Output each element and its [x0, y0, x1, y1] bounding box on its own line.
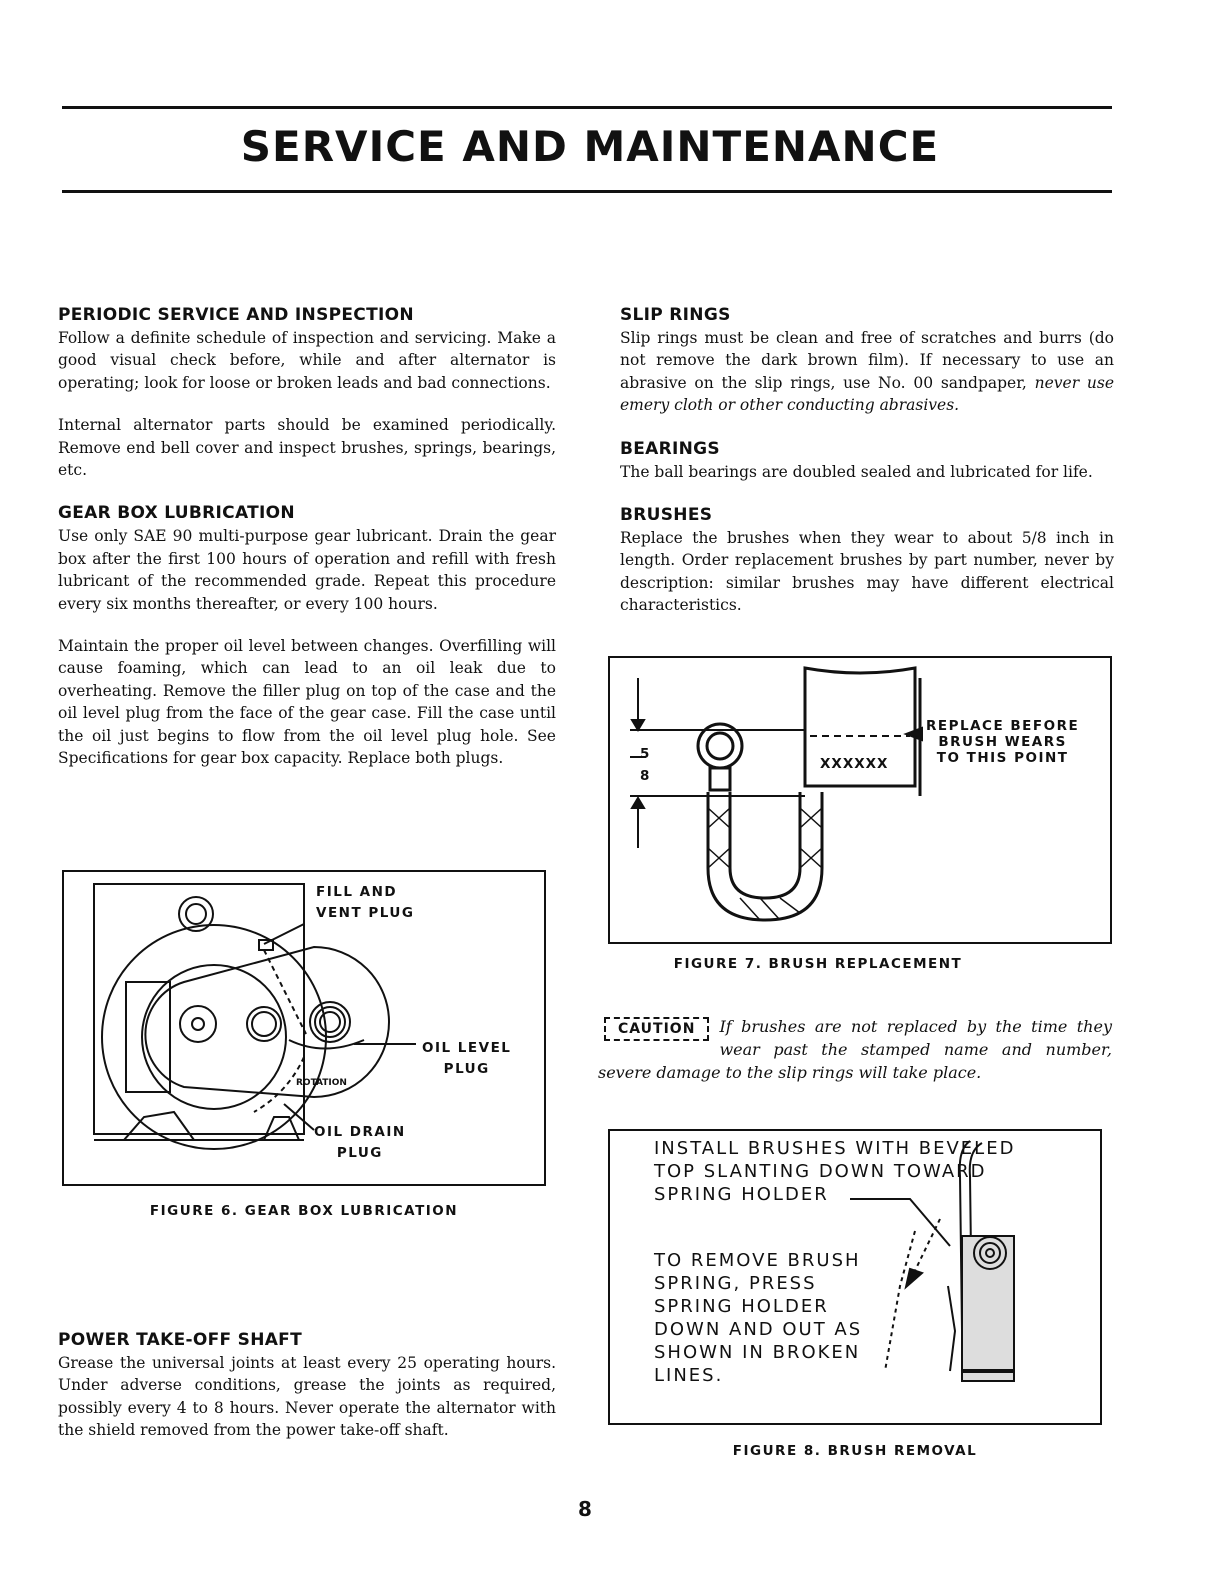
bearings-heading: BEARINGS [620, 438, 720, 459]
slip-rings-paragraph [620, 327, 1114, 417]
top-rule [62, 106, 1112, 109]
rotation-label: ROTATION [296, 1078, 347, 1088]
oil-drain-plug-label: OIL DRAIN PLUG [314, 1124, 406, 1161]
page-number: 8 [578, 1497, 592, 1521]
remove-brush-label: TO REMOVE BRUSH SPRING, PRESS SPRING HOLDER DOWN AND OUT AS SHOWN IN BROKEN LINES. [654, 1250, 863, 1386]
periodic-paragraph-2: Internal alternator parts should be examined periodically. Remove end bell cover and inspect brushes, springs, bearings, etc. [58, 416, 556, 480]
pto-section [58, 1330, 556, 1462]
gear-box-paragraph-2: Maintain the proper oil level between changes. Overfilling will cause foaming, which can lead to an oil leak due to overheating. Remove the filler plug on top of the case and the oil level plug from the face of the gear case. Fill the case until the oil just begins to flow from the oil level plug hole. See Specifications for gear box capacity. Replace both plugs. [58, 637, 556, 768]
periodic-heading: PERIODIC SERVICE AND INSPECTION [58, 305, 414, 325]
title-underline [62, 190, 1112, 193]
pto-paragraph: Grease the universal joints at least every 25 operating hours. Under adverse conditions, grease the joints as required, possibly every 4 to 8 hours. Never operate the alternator with the shield removed from the power take-off shaft. [58, 1354, 556, 1440]
stamp-marking: XXXXXX [820, 756, 889, 772]
caution-note [598, 1015, 1112, 1084]
gear-box-heading: GEAR BOX LUBRICATION [58, 503, 295, 524]
bearings-paragraph: The ball bearings are doubled sealed and lubricated for life. [620, 462, 1093, 481]
right-column [620, 305, 1114, 637]
figure-6-caption: FIGURE 6. GEAR BOX LUBRICATION [149, 1203, 459, 1219]
page-title: SERVICE AND MAINTENANCE [240, 122, 940, 171]
brushes-paragraph: Replace the brushes when they wear to about 5/8 inch in length. Order replacement brushes by part number, never by description: similar brushes may have different electrical characteristics. [620, 529, 1114, 615]
brush-replacement-drawing [610, 658, 1110, 942]
install-brushes-label: INSTALL BRUSHES WITH BEVELED TOP SLANTING DOWN TOWARD SPRING HOLDER [654, 1138, 1016, 1205]
gear-box-drawing [64, 872, 544, 1184]
pto-heading: POWER TAKE-OFF SHAFT [58, 1330, 302, 1350]
frac-numerator: 5 [640, 746, 651, 762]
gear-box-paragraph-1: Use only SAE 90 multi-purpose gear lubricant. Drain the gear box after the first 100 hours of operation and refill with fresh lubricant of the recommended grade. Repeat this procedure every six months thereafter, or every 100 hours. [58, 527, 556, 613]
caution-text: If brushes are not replaced by the time they wear past the stamped name and number, severe damage to the slip rings will take place. [598, 1017, 1112, 1082]
figure-8-brush-removal [608, 1129, 1102, 1425]
figure-7-caption: FIGURE 7. BRUSH REPLACEMENT [673, 956, 963, 972]
brushes-heading: BRUSHES [620, 505, 713, 526]
periodic-paragraph-1: Follow a definite schedule of inspection and servicing. Make a good visual check before, while and after alternator is operating; look for loose or broken leads and bad connections. [58, 329, 556, 392]
figure-7-brush-replacement [608, 656, 1112, 944]
replace-before-label: REPLACE BEFORE BRUSH WEARS TO THIS POINT [926, 718, 1080, 766]
oil-level-plug-label: OIL LEVEL PLUG [422, 1040, 512, 1077]
slip-rings-heading: SLIP RINGS [620, 305, 731, 325]
slip-rings-text: Slip rings must be clean and free of scratches and burrs (do not remove the dark brown film). If necessary to use an abrasive on the slip rings, use No. 00 sandpaper, [620, 329, 1114, 392]
caution-badge: CAUTION [604, 1017, 709, 1041]
fill-vent-plug-label: FILL AND VENT PLUG [316, 884, 415, 921]
figure-8-caption: FIGURE 8. BRUSH REMOVAL [732, 1443, 978, 1459]
slip-rings-warning: never use emery cloth or other conducting abrasives. [620, 373, 1114, 415]
figure-6-gear-box [62, 870, 546, 1186]
frac-denominator: 8 [640, 768, 651, 784]
left-column [58, 305, 556, 790]
